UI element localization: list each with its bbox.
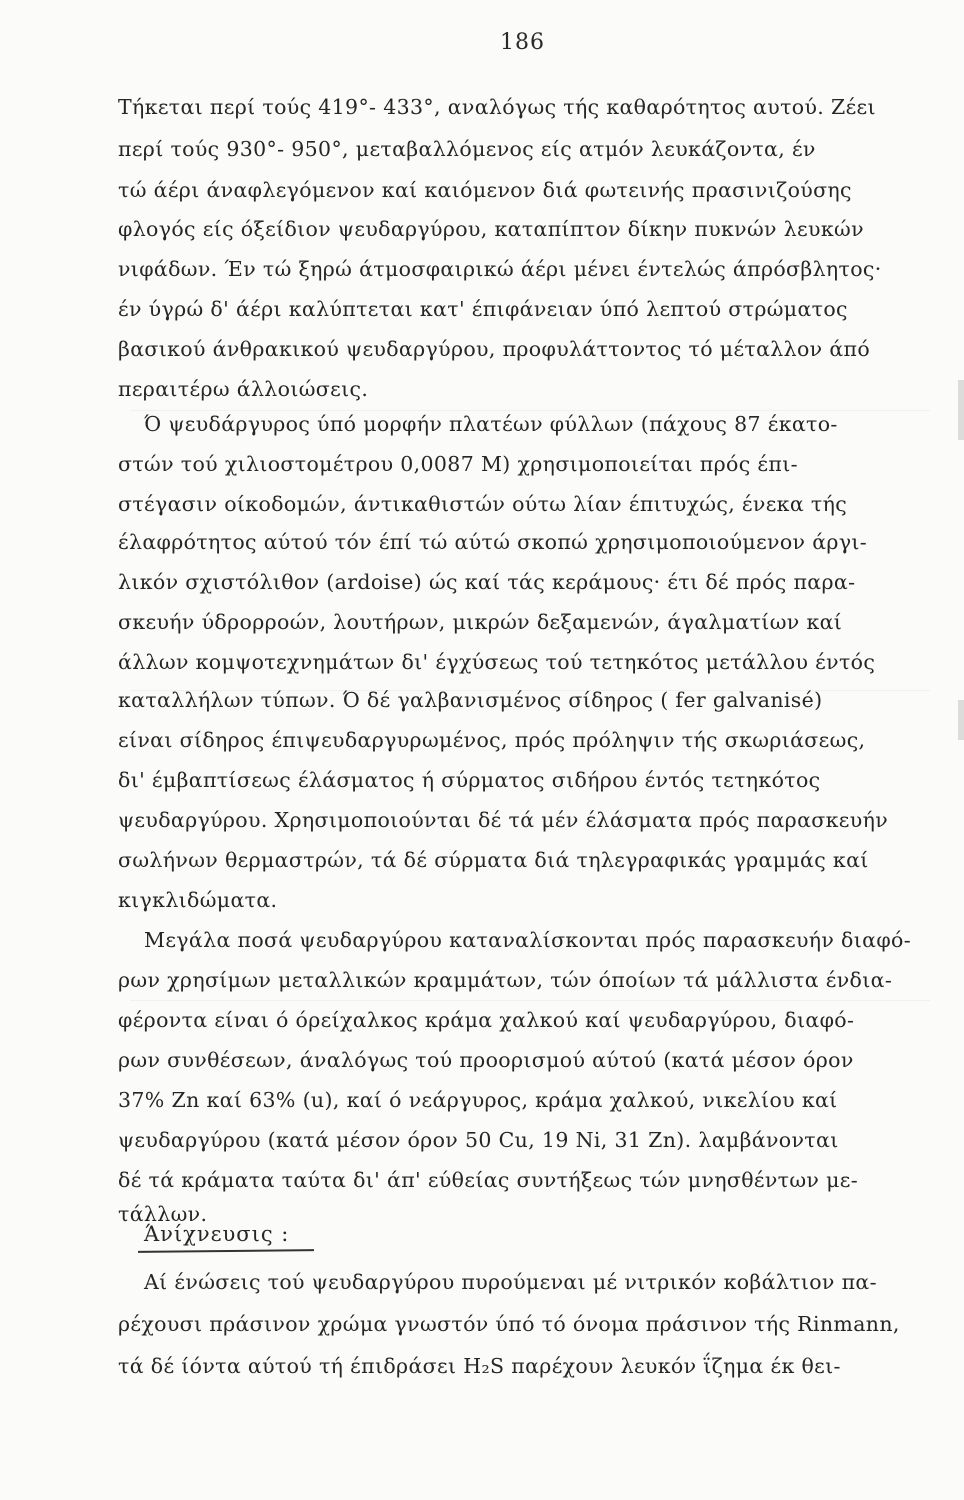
- bleed-through-line: [130, 1000, 930, 1001]
- text-line: περαιτέρω άλλοιώσεις.: [118, 377, 369, 401]
- text-line: νιφάδων. Έν τώ ξηρώ άτμοσφαιρικώ άέρι μένει έντελώς άπρόσβλητος·: [118, 257, 882, 281]
- text-line: καταλλήλων τύπων. Ό δέ γαλβανισμένος σίδηρος ( fer galvanisé): [118, 688, 823, 712]
- text-line: φλογός είς όξείδιον ψευδαργύρου, καταπίπτον δίκην πυκνών λευκών: [118, 217, 864, 241]
- heading-underline: [138, 1249, 314, 1253]
- page-edge-shadow: [958, 380, 964, 440]
- text-line: έλαφρότητος αύτού τόν έπί τώ αύτώ σκοπώ χρησιμοποιούμενον άργι-: [118, 530, 868, 554]
- text-line: κιγκλιδώματα.: [118, 888, 278, 912]
- text-line: ρων συνθέσεων, άναλόγως τού προορισμού αύτού (κατά μέσον όρον: [118, 1048, 854, 1072]
- text-line: είναι σίδηρος έπιψευδαργυρωμένος, πρός πρόληψιν τής σκωριάσεως,: [118, 728, 866, 752]
- text-line: ψευδαργύρου (κατά μέσον όρον 50 Cu, 19 Ni, 31 Zn). λαμβάνονται: [118, 1128, 839, 1152]
- text-line: βασικού άνθρακικού ψευδαργύρου, προφυλάττοντος τό μέταλλον άπό: [118, 337, 871, 361]
- text-line: Μεγάλα ποσά ψευδαργύρου καταναλίσκονται πρός παρασκευήν διαφό-: [144, 928, 912, 952]
- text-line: περί τούς 930°- 950°, μεταβαλλόμενος είς ατμόν λευκάζοντα, έν: [118, 137, 816, 161]
- text-line: άλλων κομψοτεχνημάτων δι' έγχύσεως τού τετηκότος μετάλλου έντός: [118, 650, 876, 674]
- text-line: ψευδαργύρου. Χρησιμοποιούνται δέ τά μέν έλάσματα πρός παρασκευήν: [118, 808, 889, 832]
- text-line: τάλλων.: [118, 1202, 208, 1226]
- text-line: σκευήν ύδρορροών, λουτήρων, μικρών δεξαμενών, άγαλματίων καί: [118, 610, 843, 634]
- text-line: Ό ψευδάργυρος ύπό μορφήν πλατέων φύλλων (πάχους 87 έκατο-: [144, 412, 838, 436]
- page-edge-shadow: [958, 700, 964, 740]
- text-line: Αί ένώσεις τού ψευδαργύρου πυρούμεναι μέ νιτρικόν κοβάλτιον πα-: [144, 1270, 877, 1294]
- bleed-through-line: [130, 410, 930, 411]
- text-line: τώ άέρι άναφλεγόμενον καί καιόμενον διά φωτεινής πρασινιζούσης: [118, 178, 852, 202]
- text-line: έν ύγρώ δ' άέρι καλύπτεται κατ' έπιφάνειαν ύπό λεπτού στρώματος: [118, 297, 848, 321]
- text-line: δέ τά κράματα ταύτα δι' άπ' εύθείας συντήξεως τών μνησθέντων με-: [118, 1168, 859, 1192]
- section-heading: Άνίχνευσις :: [144, 1222, 290, 1246]
- text-line: Τήκεται περί τούς 419°- 433°, αναλόγως τής καθαρότητος αυτού. Ζέει: [118, 95, 876, 119]
- text-line: τά δέ ίόντα αύτού τή έπιδράσει H₂S παρέχουν λευκόν ΐζημα έκ θει-: [118, 1354, 841, 1378]
- text-line: ρέχουσι πράσινον χρώμα γνωστόν ύπό τό όνομα πράσινον τής Rinmann,: [118, 1312, 900, 1336]
- page-number: 186: [500, 30, 545, 55]
- text-line: σωλήνων θερμαστρών, τά δέ σύρματα διά τηλεγραφικάς γραμμάς καί: [118, 848, 869, 872]
- text-line: φέροντα είναι ό όρείχαλκος κράμα χαλκού καί ψευδαργύρου, διαφό-: [118, 1008, 855, 1032]
- text-line: λικόν σχιστόλιθον (ardoise) ώς καί τάς κεράμους· έτι δέ πρός παρα-: [118, 570, 856, 594]
- text-line: 37% Zn καί 63% (u), καί ό νεάργυρος, κράμα χαλκού, νικελίου καί: [118, 1088, 838, 1112]
- text-line: στών τού χιλιοστομέτρου 0,0087 M) χρησιμοποιείται πρός έπι-: [118, 452, 798, 476]
- text-line: στέγασιν οίκοδομών, άντικαθιστών ούτω λίαν έπιτυχώς, ένεκα τής: [118, 492, 848, 516]
- text-line: δι' έμβαπτίσεως έλάσματος ή σύρματος σιδήρου έντός τετηκότος: [118, 768, 821, 792]
- text-line: ρων χρησίμων μεταλλικών κραμμάτων, τών όποίων τά μάλλιστα ένδια-: [118, 968, 893, 992]
